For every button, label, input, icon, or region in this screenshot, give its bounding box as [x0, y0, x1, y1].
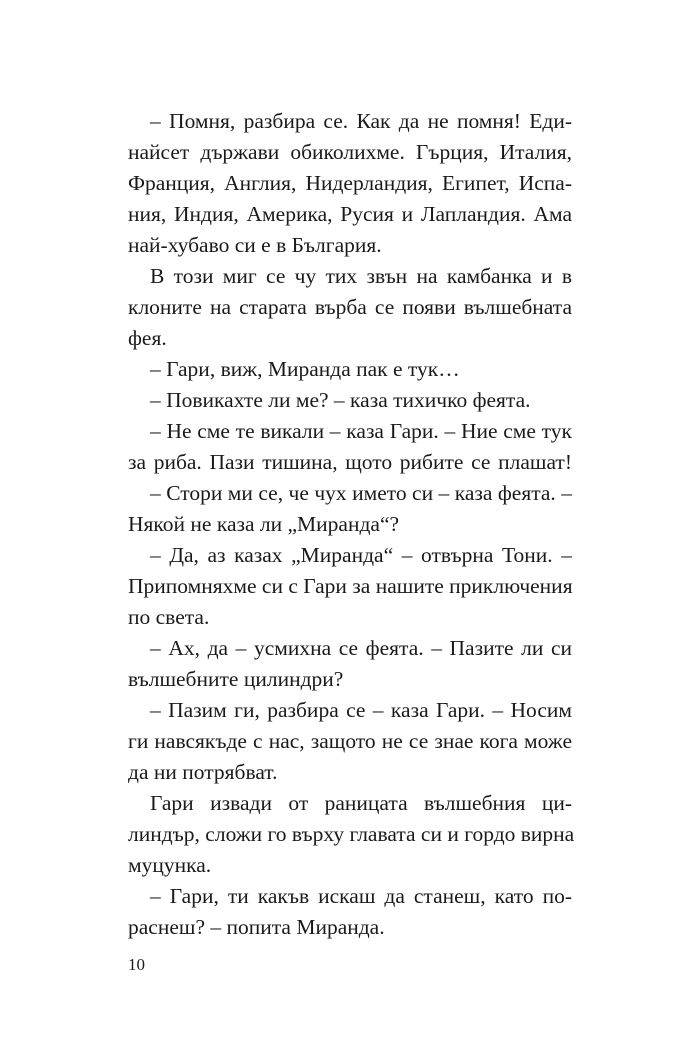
text-line: муцунка.	[128, 853, 212, 877]
text-line: по света.	[128, 605, 210, 629]
text-line: – Помня, разбира се. Как да не помня! Еди-	[150, 109, 572, 133]
text-line: фея.	[128, 326, 167, 350]
text-line: раснеш? – попита Миранда.	[128, 915, 385, 939]
text-line: линдър, сложи го върху главата си и гордо вирна	[128, 822, 575, 846]
text-line: за риба. Пази тишина, щото рибите се плашат!	[128, 450, 572, 474]
text-line: клоните на старата върба се появи вълшебната	[128, 295, 572, 319]
text-line: вълшебните цилиндри?	[128, 667, 344, 691]
text-line: ния, Индия, Америка, Русия и Лапландия. Ама	[128, 202, 572, 226]
text-line: – Гари, ти какъв искаш да станеш, като по-	[150, 884, 572, 908]
text-line: – Не сме те викали – каза Гари. – Ние сме тук	[150, 419, 572, 443]
page-number: 10	[128, 955, 145, 974]
text-line: Гари извади от раницата вълшебния ци-	[150, 791, 572, 815]
body-text	[128, 106, 575, 943]
text-line: – Стори ми се, че чух името си – каза феята. –	[150, 481, 572, 505]
text-line: най-хубаво си е в България.	[128, 233, 382, 257]
text-line: – Пазим ги, разбира се – каза Гари. – Носим	[150, 698, 572, 722]
text-line: ги навсякъде с нас, защото не се знае кога може	[128, 729, 572, 753]
text-line: да ни потрябват.	[128, 760, 278, 784]
text-line: В този миг се чу тих звън на камбанка и в	[150, 264, 572, 288]
text-line: – Да, аз казах „Миранда“ – отвърна Тони. –	[150, 543, 572, 567]
text-line: – Повикахте ли ме? – каза тихичко феята.	[150, 388, 531, 412]
text-line: Някой не каза ли „Миранда“?	[128, 512, 400, 536]
text-line: – Ах, да – усмихна се феята. – Пазите ли си	[150, 636, 572, 660]
text-line: найсет държави обиколихме. Гърция, Италия,	[128, 140, 572, 164]
text-line: Франция, Англия, Нидерландия, Египет, Испа-	[128, 171, 572, 195]
text-line: Припомняхме си с Гари за нашите приключения	[128, 574, 573, 598]
text-line: – Гари, виж, Миранда пак е тук…	[150, 357, 460, 381]
